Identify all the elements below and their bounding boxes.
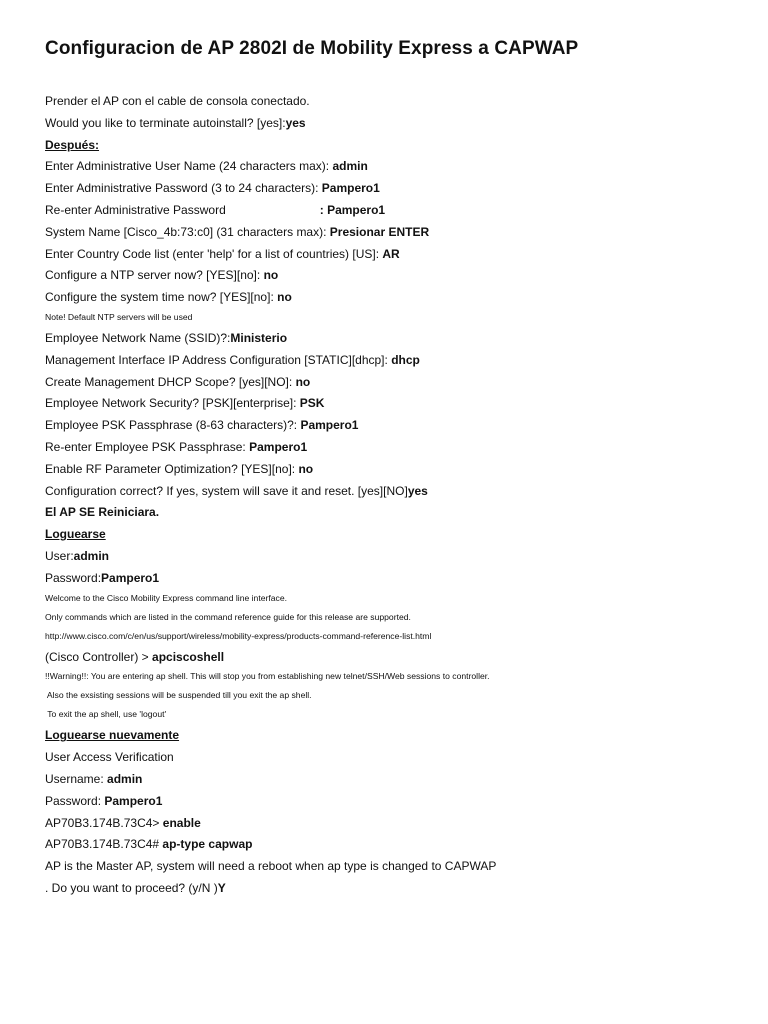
line-answer: Pampero1 bbox=[249, 439, 308, 454]
line-answer: Y bbox=[217, 880, 226, 895]
line-answer: no bbox=[263, 268, 279, 283]
line-text: Enter Country Code list (enter 'help' for a list of countries) [US]: bbox=[45, 246, 383, 261]
document-line bbox=[45, 671, 728, 682]
document-line bbox=[45, 396, 728, 410]
line-answer: ap-type capwap bbox=[162, 837, 253, 852]
document-line bbox=[45, 116, 728, 130]
line-text: Only commands which are listed in the command reference guide for this release are supported. bbox=[45, 611, 411, 622]
line-text: Configuration correct? If yes, system will save it and reset. [yes][NO] bbox=[45, 483, 408, 498]
document-line bbox=[45, 571, 728, 585]
line-answer: no bbox=[277, 290, 292, 305]
line-text: Employee Network Security? [PSK][enterprise]: bbox=[45, 396, 300, 411]
line-answer: no bbox=[295, 374, 311, 389]
line-text: Configure the system time now? [YES][no]: bbox=[45, 290, 278, 305]
document-line bbox=[45, 159, 728, 173]
document-line bbox=[45, 794, 728, 808]
line-answer: Pampero1 bbox=[104, 793, 163, 808]
line-text: Password: bbox=[45, 793, 105, 808]
document-line bbox=[45, 268, 728, 282]
line-answer: AR bbox=[382, 246, 400, 261]
document-line bbox=[45, 138, 728, 152]
document-line bbox=[45, 290, 728, 304]
line-text: Password: bbox=[45, 570, 102, 585]
line-text: AP70B3.174B.73C4# bbox=[45, 837, 163, 852]
line-text: !!Warning!!: You are entering ap shell. This will stop you from establishing new telnet/SSH/Web sessions to controller. bbox=[45, 671, 490, 682]
line-answer: yes bbox=[407, 483, 428, 498]
document-line bbox=[45, 418, 728, 432]
line-text: User: bbox=[45, 548, 74, 563]
line-answer: enable bbox=[162, 815, 201, 830]
document-line bbox=[45, 505, 728, 519]
line-text: User Access Verification bbox=[45, 750, 174, 765]
document-line bbox=[45, 750, 728, 764]
line-answer: Pampero1 bbox=[321, 181, 380, 196]
line-answer: dhcp bbox=[391, 352, 420, 367]
document-line bbox=[45, 462, 728, 476]
document-line bbox=[45, 881, 728, 895]
line-text: Note! Default NTP servers will be used bbox=[45, 311, 193, 322]
line-text: Also the exsisting sessions will be suspended till you exit the ap shell. bbox=[45, 690, 312, 701]
line-answer: Pampero1 bbox=[101, 570, 160, 585]
line-answer: admin bbox=[332, 159, 368, 174]
document-line bbox=[45, 859, 728, 873]
document-line bbox=[45, 612, 728, 623]
line-text: System Name [Cisco_4b:73:c0] (31 characters max): bbox=[45, 224, 330, 239]
line-answer: Ministerio bbox=[230, 330, 288, 345]
document-line bbox=[45, 631, 728, 642]
document-line bbox=[45, 225, 728, 239]
document-line bbox=[45, 375, 728, 389]
document-line bbox=[45, 690, 728, 701]
line-text: Employee Network Name (SSID)?: bbox=[45, 330, 231, 345]
document-line bbox=[45, 181, 728, 195]
document-line bbox=[45, 728, 728, 742]
line-text: Create Management DHCP Scope? [yes][NO]: bbox=[45, 374, 296, 389]
line-text: El AP SE Reiniciara. bbox=[45, 505, 160, 520]
document-line bbox=[45, 527, 728, 541]
line-text: Prender el AP con el cable de consola conectado. bbox=[45, 94, 310, 108]
document-line bbox=[45, 331, 728, 345]
line-answer: Pampero1 bbox=[300, 418, 359, 433]
document-line bbox=[45, 203, 728, 217]
document-title: Configuracion de AP 2802I de Mobility Express a CAPWAP bbox=[45, 38, 579, 59]
document-body bbox=[45, 94, 728, 895]
line-text: Employee PSK Passphrase (8-63 characters)?: bbox=[45, 418, 301, 433]
line-text: AP70B3.174B.73C4> bbox=[45, 815, 163, 830]
line-text: Loguearse bbox=[45, 527, 106, 542]
document-line bbox=[45, 593, 728, 604]
line-text: Re-enter Employee PSK Passphrase: bbox=[45, 439, 250, 454]
document-line bbox=[45, 837, 728, 851]
line-answer: yes bbox=[285, 115, 306, 130]
document-line bbox=[45, 816, 728, 830]
line-text: Re-enter Administrative Password bbox=[45, 202, 226, 217]
line-answer: no bbox=[298, 461, 314, 476]
line-text: Enter Administrative User Name (24 characters max): bbox=[45, 159, 333, 174]
line-answer: PSK bbox=[299, 396, 325, 411]
document-line bbox=[45, 549, 728, 563]
document-line bbox=[45, 312, 728, 323]
line-text: Would you like to terminate autoinstall? [yes]: bbox=[45, 115, 286, 130]
line-text: http://www.cisco.com/c/en/us/support/wireless/mobility-express/products-command-reference-list.html bbox=[45, 630, 432, 641]
document-line bbox=[45, 772, 728, 786]
line-text: Enable RF Parameter Optimization? [YES][no]: bbox=[45, 461, 299, 476]
line-answer: admin bbox=[107, 771, 143, 786]
document-line bbox=[45, 650, 728, 664]
line-text: Management Interface IP Address Configuration [STATIC][dhcp]: bbox=[45, 352, 392, 367]
line-answer: : Pampero1 bbox=[319, 202, 386, 217]
line-text: Después: bbox=[45, 137, 100, 152]
line-answer: admin bbox=[73, 548, 110, 563]
line-answer: apciscoshell bbox=[152, 649, 225, 664]
document-line bbox=[45, 94, 728, 108]
document-line bbox=[45, 353, 728, 367]
line-text: Welcome to the Cisco Mobility Express command line interface. bbox=[45, 592, 287, 603]
line-answer: Presionar ENTER bbox=[329, 224, 430, 239]
line-text: To exit the ap shell, use 'logout' bbox=[45, 709, 167, 720]
line-text: (Cisco Controller) > bbox=[45, 649, 153, 664]
line-text: . Do you want to proceed? (y/N ) bbox=[45, 880, 218, 895]
line-text: Loguearse nuevamente bbox=[45, 728, 180, 743]
line-text: AP is the Master AP, system will need a reboot when ap type is changed to CAPWAP bbox=[45, 859, 497, 874]
line-text: Username: bbox=[45, 771, 108, 786]
document-line bbox=[45, 709, 728, 720]
line-text: Configure a NTP server now? [YES][no]: bbox=[45, 268, 264, 283]
document-line bbox=[45, 440, 728, 454]
document-line bbox=[45, 247, 728, 261]
document-line bbox=[45, 484, 728, 498]
line-text: Enter Administrative Password (3 to 24 characters): bbox=[45, 181, 322, 196]
